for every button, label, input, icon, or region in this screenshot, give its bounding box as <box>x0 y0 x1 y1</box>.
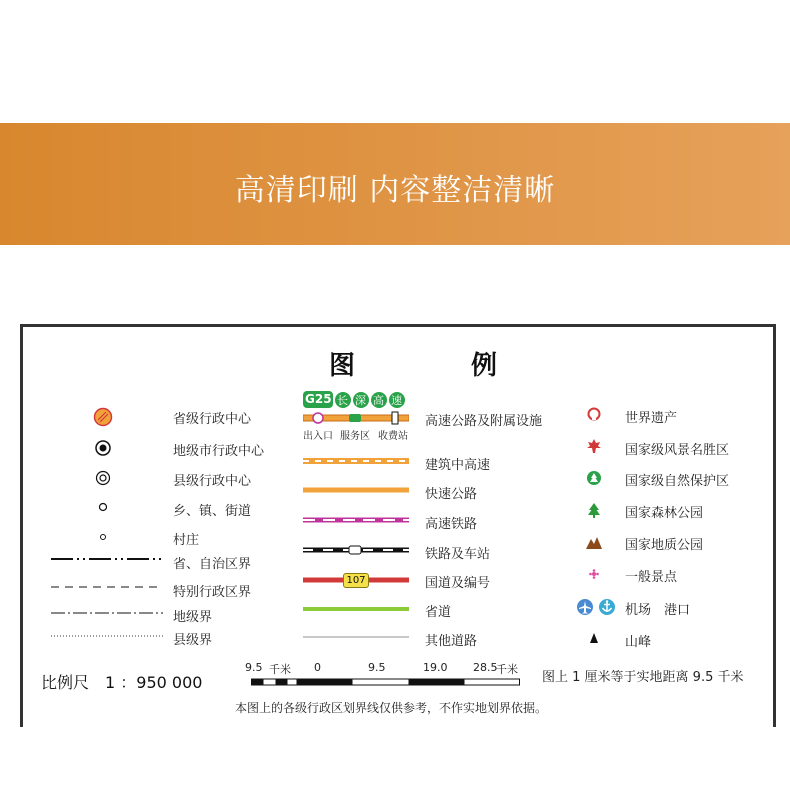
scale-tick-label: 19.0 <box>423 661 448 674</box>
legend-item-label: 世界遗产 <box>625 411 678 426</box>
provincial-capital-icon <box>93 407 113 427</box>
highway-name-char: 速 <box>391 394 402 407</box>
legend-item-label: 国家级自然保护区 <box>625 474 730 489</box>
fast-road-line <box>303 487 409 493</box>
banner <box>0 123 790 245</box>
legend-item-label: 铁路及车站 <box>425 547 491 562</box>
legend-item-label: 县级界 <box>173 633 213 648</box>
legend-item-label: 国道及编号 <box>425 576 491 591</box>
legend-item-label: 山峰 <box>625 635 652 650</box>
legend-item-label: 建筑中高速 <box>425 458 491 473</box>
general-attraction-icon <box>589 569 599 579</box>
expressway-under-construction <box>303 457 409 465</box>
legend-item-label: 快速公路 <box>425 487 478 502</box>
scale-tick-label: 0 <box>314 661 321 674</box>
forest-park-tree-icon <box>587 502 601 518</box>
highway-code: G25 <box>305 392 332 406</box>
legend-item-label: 省、自治区界 <box>173 557 252 572</box>
legend-item-label: 国家地质公园 <box>625 538 704 553</box>
mountain-peak-icon <box>590 633 598 643</box>
legend-item-label: 机场 港口 <box>625 603 691 618</box>
legend-item-label: 村庄 <box>173 533 200 548</box>
nature-reserve-icon <box>586 470 602 486</box>
high-speed-rail-line <box>303 517 409 523</box>
prefecture-boundary-line <box>51 609 163 617</box>
expressway-with-facilities <box>303 411 409 425</box>
other-road-line <box>303 635 409 639</box>
geopark-mountain-icon <box>586 535 602 549</box>
township-icon <box>98 502 108 512</box>
highway-name-char: 高 <box>373 394 384 407</box>
world-heritage-icon <box>587 407 601 421</box>
highway-sub-entry: 出入口 <box>303 431 333 442</box>
legend-item-label: 高速铁路 <box>425 517 478 532</box>
highway-sign <box>303 391 423 409</box>
airport-icon <box>576 598 594 616</box>
banner-title: 高清印刷 内容整洁清晰 <box>234 173 556 208</box>
legend-heading-right: 例 <box>471 351 498 381</box>
railway-with-station <box>303 545 409 555</box>
highway-sub-toll: 收费站 <box>378 431 408 442</box>
legend-item-label: 县级行政中心 <box>173 474 252 489</box>
national-road-number-badge: 107 <box>343 573 369 588</box>
legend-item-label: 省道 <box>425 605 452 620</box>
scale-tick-label: 9.5 <box>245 661 263 674</box>
prefecture-city-icon <box>94 439 112 457</box>
scale-tick-label: 千米 <box>496 663 518 676</box>
legend-item-label: 地级市行政中心 <box>173 444 265 459</box>
legend-item-label: 高速公路及附属设施 <box>425 414 543 429</box>
legend-heading-left: 图 <box>329 351 356 381</box>
legend-item-label: 国家森林公园 <box>625 506 704 521</box>
scale-tick-label: 9.5 <box>368 661 386 674</box>
scale-tick-label: 28.5 <box>473 661 498 674</box>
highway-sub-service: 服务区 <box>340 431 370 442</box>
scale-bar <box>251 678 521 688</box>
legend-item-label: 乡、镇、街道 <box>173 504 252 519</box>
legend-item-label: 地级界 <box>173 610 213 625</box>
county-boundary-line <box>51 633 163 639</box>
scale-description: 图上 1 厘米等于实地距离 9.5 千米 <box>542 670 744 685</box>
highway-name-char: 深 <box>355 394 366 407</box>
legend-item-label: 特别行政区界 <box>173 585 252 600</box>
scenic-area-maple-icon <box>586 438 602 454</box>
village-icon <box>99 533 107 541</box>
scale-tick-label: 千米 <box>269 663 291 676</box>
highway-name-char: 长 <box>337 394 348 407</box>
county-center-icon <box>95 470 111 486</box>
legend-item-label: 其他道路 <box>425 634 478 649</box>
legend-item-label: 省级行政中心 <box>173 412 252 427</box>
province-boundary-line <box>51 555 163 563</box>
provincial-road-line <box>303 606 409 612</box>
scale-ratio-label: 比例尺 1 ：950 000 <box>41 673 203 692</box>
port-anchor-icon <box>598 598 616 616</box>
legend-item-label: 一般景点 <box>625 570 678 585</box>
legend-panel <box>20 324 776 727</box>
legend-item-label: 国家级风景名胜区 <box>625 443 730 458</box>
boundary-disclaimer: 本图上的各级行政区划界线仅供参考，不作实地划界依据。 <box>235 701 548 715</box>
sar-boundary-line <box>51 583 163 591</box>
